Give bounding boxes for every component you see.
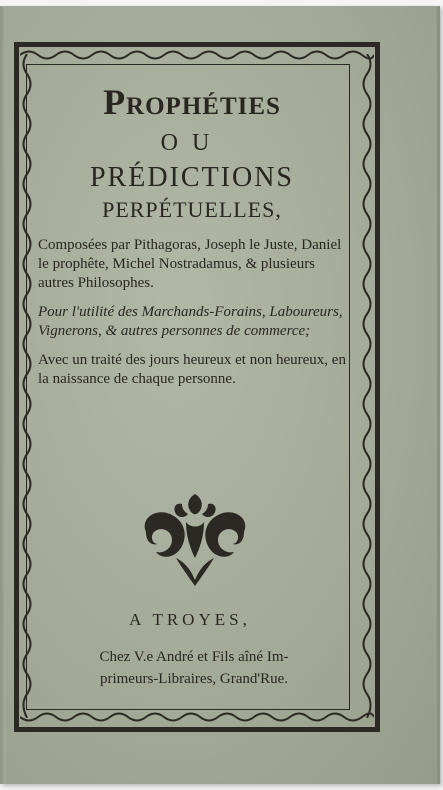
title-line-ou: OU — [160, 130, 224, 156]
bottom-border-ornament — [20, 710, 374, 724]
left-border-ornament — [20, 54, 34, 718]
page-spine-edge — [0, 6, 6, 784]
top-border-ornament — [20, 48, 374, 62]
treatise-paragraph: Avec un traité des jours heureux et non heureux, en la naissance de chaque personne. — [38, 352, 346, 387]
authors-paragraph: Composées par Pithagoras, Joseph le Juste, Daniel le prophête, Michel Nostradamus, & plusieurs autres Philosophes. — [38, 237, 342, 291]
publisher-line-1: Chez V.e André et Fils aîné Im- — [99, 649, 289, 665]
fleuron-ornament-icon — [136, 488, 254, 590]
title-line-perpetuelles: PERPÉTUELLES, — [102, 197, 282, 222]
book-cover-page — [0, 6, 440, 784]
title-page-text — [38, 82, 346, 389]
title-line-predictions: PRÉDICTIONS — [89, 162, 294, 193]
publisher-line-2: primeurs-Libraires, Grand'Rue. — [99, 671, 289, 687]
right-border-ornament — [360, 54, 374, 718]
title-line-propheties: Prophéties — [103, 82, 281, 122]
imprint-place: A TROYES, — [129, 610, 251, 629]
imprint-publisher — [44, 646, 344, 690]
audience-paragraph: Pour l'utilité des Marchands-Forains, Laboureurs, Vignerons, & autres personnes de commerce; — [38, 304, 343, 339]
